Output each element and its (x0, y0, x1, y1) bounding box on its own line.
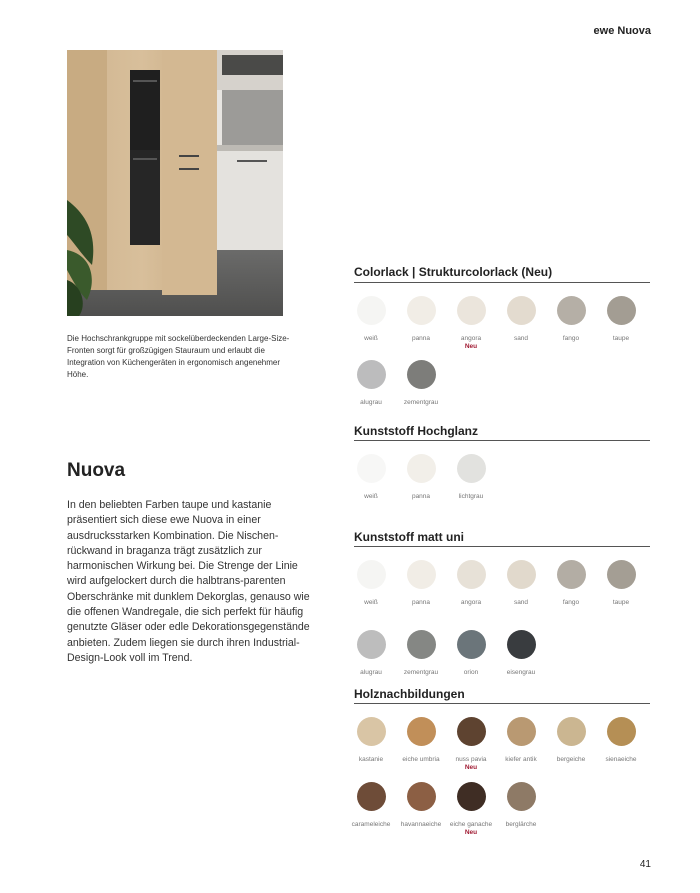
section-title: Kunststoff Hochglanz (354, 424, 478, 438)
color-swatch (407, 717, 436, 746)
swatch-name: angora (460, 335, 482, 342)
swatch-name: alugrau (360, 669, 382, 676)
swatch-name: havannaeiche (400, 821, 442, 828)
swatch-name: zementgrau (403, 669, 439, 676)
color-swatch (557, 296, 586, 325)
swatch-name: kastanie (358, 756, 384, 763)
photo-caption: Die Hochschrankgruppe mit sockelüberdeckenden Large-Size-Fronten sorgt für großzügigen Stauraum und erlaubt die Integration von Küchengeräten in ergonomisch angenehmer Höhe. (67, 334, 290, 379)
section-title: Holznachbildungen (354, 687, 465, 701)
swatch-label (591, 599, 651, 607)
color-swatch (457, 630, 486, 659)
swatch-name: kiefer antik (505, 756, 537, 763)
swatch-name: angora (460, 599, 482, 606)
color-swatch (507, 782, 536, 811)
color-swatch (407, 560, 436, 589)
color-swatch (357, 560, 386, 589)
color-swatch (357, 296, 386, 325)
color-swatch (457, 782, 486, 811)
swatch-name: panna (411, 335, 431, 342)
swatch-name: nuss pavia (455, 756, 487, 763)
color-swatch (607, 560, 636, 589)
swatch-label (491, 821, 551, 829)
section-divider (354, 282, 650, 283)
color-swatch (357, 717, 386, 746)
swatch-label (491, 669, 551, 677)
new-badge: Neu (464, 343, 478, 350)
swatch-name: weiß (364, 493, 378, 500)
swatch-name: bergeiche (556, 756, 586, 763)
color-swatch (557, 560, 586, 589)
swatch-name: weiß (364, 599, 378, 606)
swatch-label (441, 493, 501, 501)
swatch-name: carameleiche (351, 821, 391, 828)
swatch-name: weiß (364, 335, 378, 342)
kitchen-photo-illustration (67, 50, 283, 316)
swatch-name: sand (513, 599, 529, 606)
color-swatch (457, 296, 486, 325)
new-badge: Neu (464, 829, 478, 836)
color-swatch (357, 630, 386, 659)
section-divider (354, 440, 650, 441)
swatch-name: fango (562, 335, 580, 342)
swatch-label (591, 756, 651, 764)
swatch-name: eiche umbria (402, 756, 440, 763)
color-swatch (407, 782, 436, 811)
swatch-name: orion (463, 669, 479, 676)
swatch-name: panna (411, 599, 431, 606)
section-divider (354, 703, 650, 704)
swatch-name: lichtgrau (458, 493, 484, 500)
color-swatch (507, 296, 536, 325)
color-swatch (407, 630, 436, 659)
color-swatch (457, 560, 486, 589)
swatch-name: eiche ganache (449, 821, 493, 828)
section-divider (354, 546, 650, 547)
swatch-name: panna (411, 493, 431, 500)
color-swatch (507, 717, 536, 746)
color-swatch (507, 560, 536, 589)
color-swatch (357, 782, 386, 811)
color-swatch (357, 360, 386, 389)
color-swatch (357, 454, 386, 483)
swatch-name: taupe (612, 335, 630, 342)
section-title: Colorlack | Strukturcolorlack (Neu) (354, 265, 553, 279)
swatch-label (591, 335, 651, 343)
article-title: Nuova (67, 460, 126, 481)
color-swatch (407, 296, 436, 325)
color-swatch (407, 360, 436, 389)
swatch-name: taupe (612, 599, 630, 606)
color-swatch (457, 454, 486, 483)
color-swatch (407, 454, 436, 483)
swatch-name: sand (513, 335, 529, 342)
page-number: 41 (639, 859, 651, 870)
swatch-name: eisengrau (506, 669, 536, 676)
color-swatch (607, 717, 636, 746)
color-swatch (607, 296, 636, 325)
color-swatch (507, 630, 536, 659)
swatch-label (391, 399, 451, 407)
new-badge: Neu (464, 764, 478, 771)
color-swatch (457, 717, 486, 746)
brand-label: ewe Nuova (593, 25, 651, 37)
article-body: In den beliebten Farben taupe und kastanie präsentiert sich diese ewe Nuova in einer ausdrucksstarken Kombination. Die Nischen-rückwand in braganza trägt zusätzlich zur harmonischen Wirkung bei. Die Strenge der Linie wird aufgelockert durch die halbtrans-parenten Oberschränke mit dunklem Dekorglas, genauso wie die offenen Wandregale, die sich perfekt für häufig genutzte Gläser oder edle Dekorationsgegenstände anbieten. Zudem liegen sie durch ihren Industrial-Design-Look voll im Trend. (67, 499, 310, 664)
section-title: Kunststoff matt uni (354, 530, 464, 544)
swatch-name: fango (562, 599, 580, 606)
swatch-name: berglärche (505, 821, 537, 828)
swatch-name: zementgrau (403, 399, 439, 406)
color-swatch (557, 717, 586, 746)
swatch-name: sienaeiche (605, 756, 637, 763)
kitchen-photo (67, 50, 283, 316)
swatch-name: alugrau (360, 399, 382, 406)
